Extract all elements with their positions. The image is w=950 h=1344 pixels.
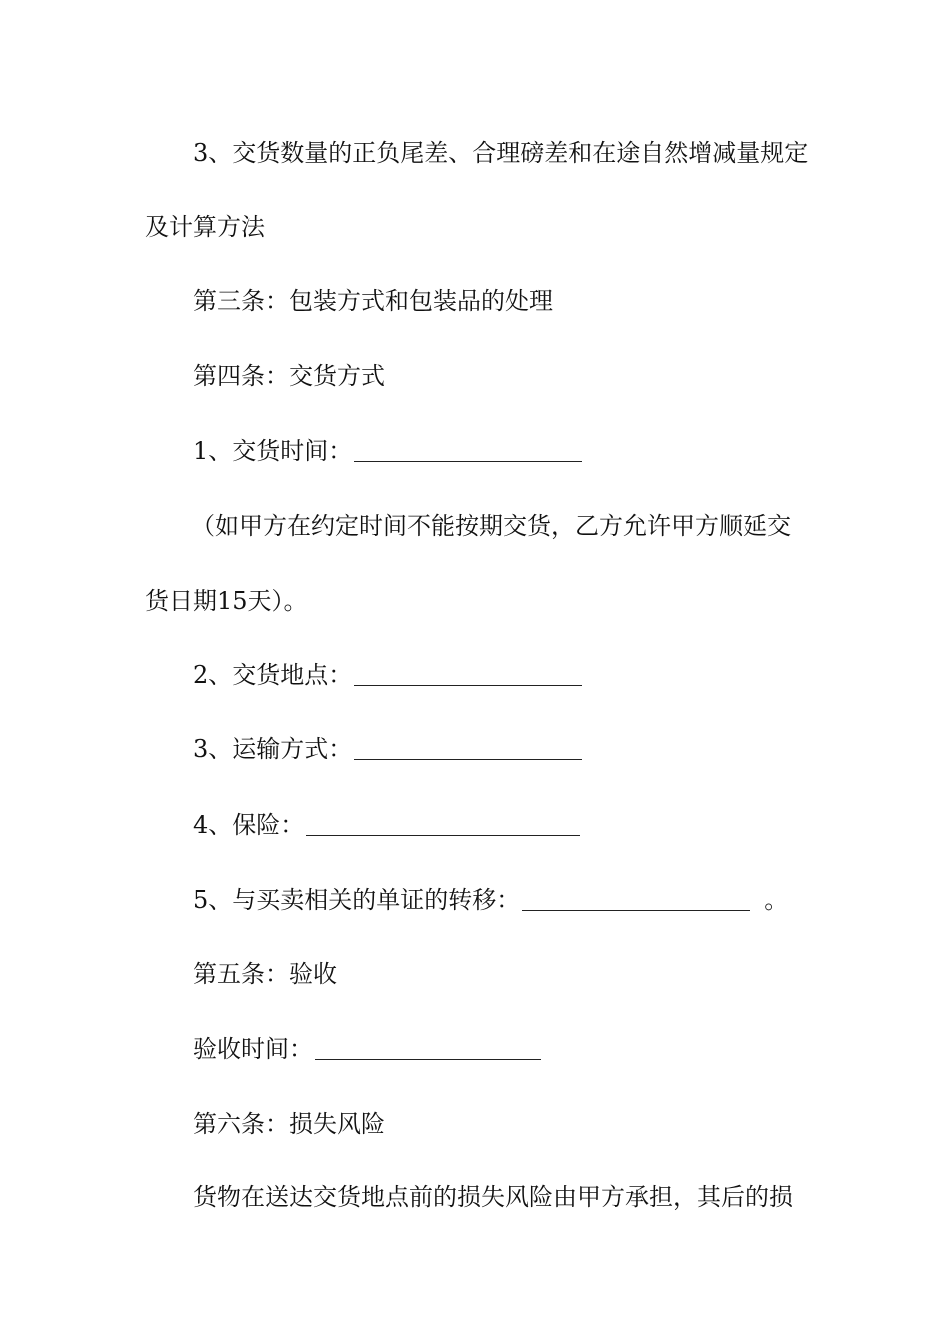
- inspection-time-blank[interactable]: [315, 1031, 541, 1060]
- text-line: 第六条：损失风险: [193, 1110, 385, 1138]
- inspection-time-row: [0, 1029, 950, 1069]
- text-line: 及计算方法: [145, 213, 265, 241]
- text-line: 第四条：交货方式: [193, 362, 385, 390]
- clause-3-continuation: [0, 207, 950, 247]
- field-label: 4、保险：: [193, 811, 305, 839]
- delivery-place-row: [0, 655, 950, 695]
- document-transfer-blank[interactable]: [522, 882, 750, 911]
- field-label: 1、交货时间：: [193, 437, 353, 465]
- text-line: （如甲方在约定时间不能按期交货，乙方允许甲方顺延交: [191, 512, 791, 540]
- delivery-time-row: [0, 431, 950, 471]
- insurance-row: [0, 805, 950, 845]
- article-3-heading: [0, 281, 950, 321]
- field-label: 5、与买卖相关的单证的转移：: [193, 886, 521, 914]
- extension-note: [0, 506, 950, 546]
- loss-risk-paragraph: [0, 1177, 950, 1217]
- article-4-heading: [0, 356, 950, 396]
- delivery-place-blank[interactable]: [354, 657, 582, 686]
- text-line: 货日期15天）。: [145, 587, 308, 615]
- insurance-blank[interactable]: [306, 807, 580, 836]
- field-label: 3、运输方式：: [193, 735, 353, 763]
- article-6-heading: [0, 1104, 950, 1144]
- transport-method-blank[interactable]: [354, 731, 582, 760]
- text-line: 货物在送达交货地点前的损失风险由甲方承担，其后的损: [193, 1183, 793, 1211]
- field-label: 2、交货地点：: [193, 661, 353, 689]
- clause-3-delivery-quantity: [0, 133, 950, 173]
- extension-note-continuation: [0, 581, 950, 621]
- text-line: 第三条：包装方式和包装品的处理: [193, 287, 553, 315]
- delivery-time-blank[interactable]: [354, 433, 582, 462]
- field-label: 验收时间：: [193, 1035, 313, 1063]
- text-line: 第五条：验收: [193, 960, 337, 988]
- sentence-end-mark: 。: [764, 886, 789, 914]
- text-line: 3、交货数量的正负尾差、合理磅差和在途自然增减量规定: [193, 139, 809, 167]
- document-transfer-row: [0, 880, 950, 920]
- article-5-heading: [0, 954, 950, 994]
- transport-method-row: [0, 729, 950, 769]
